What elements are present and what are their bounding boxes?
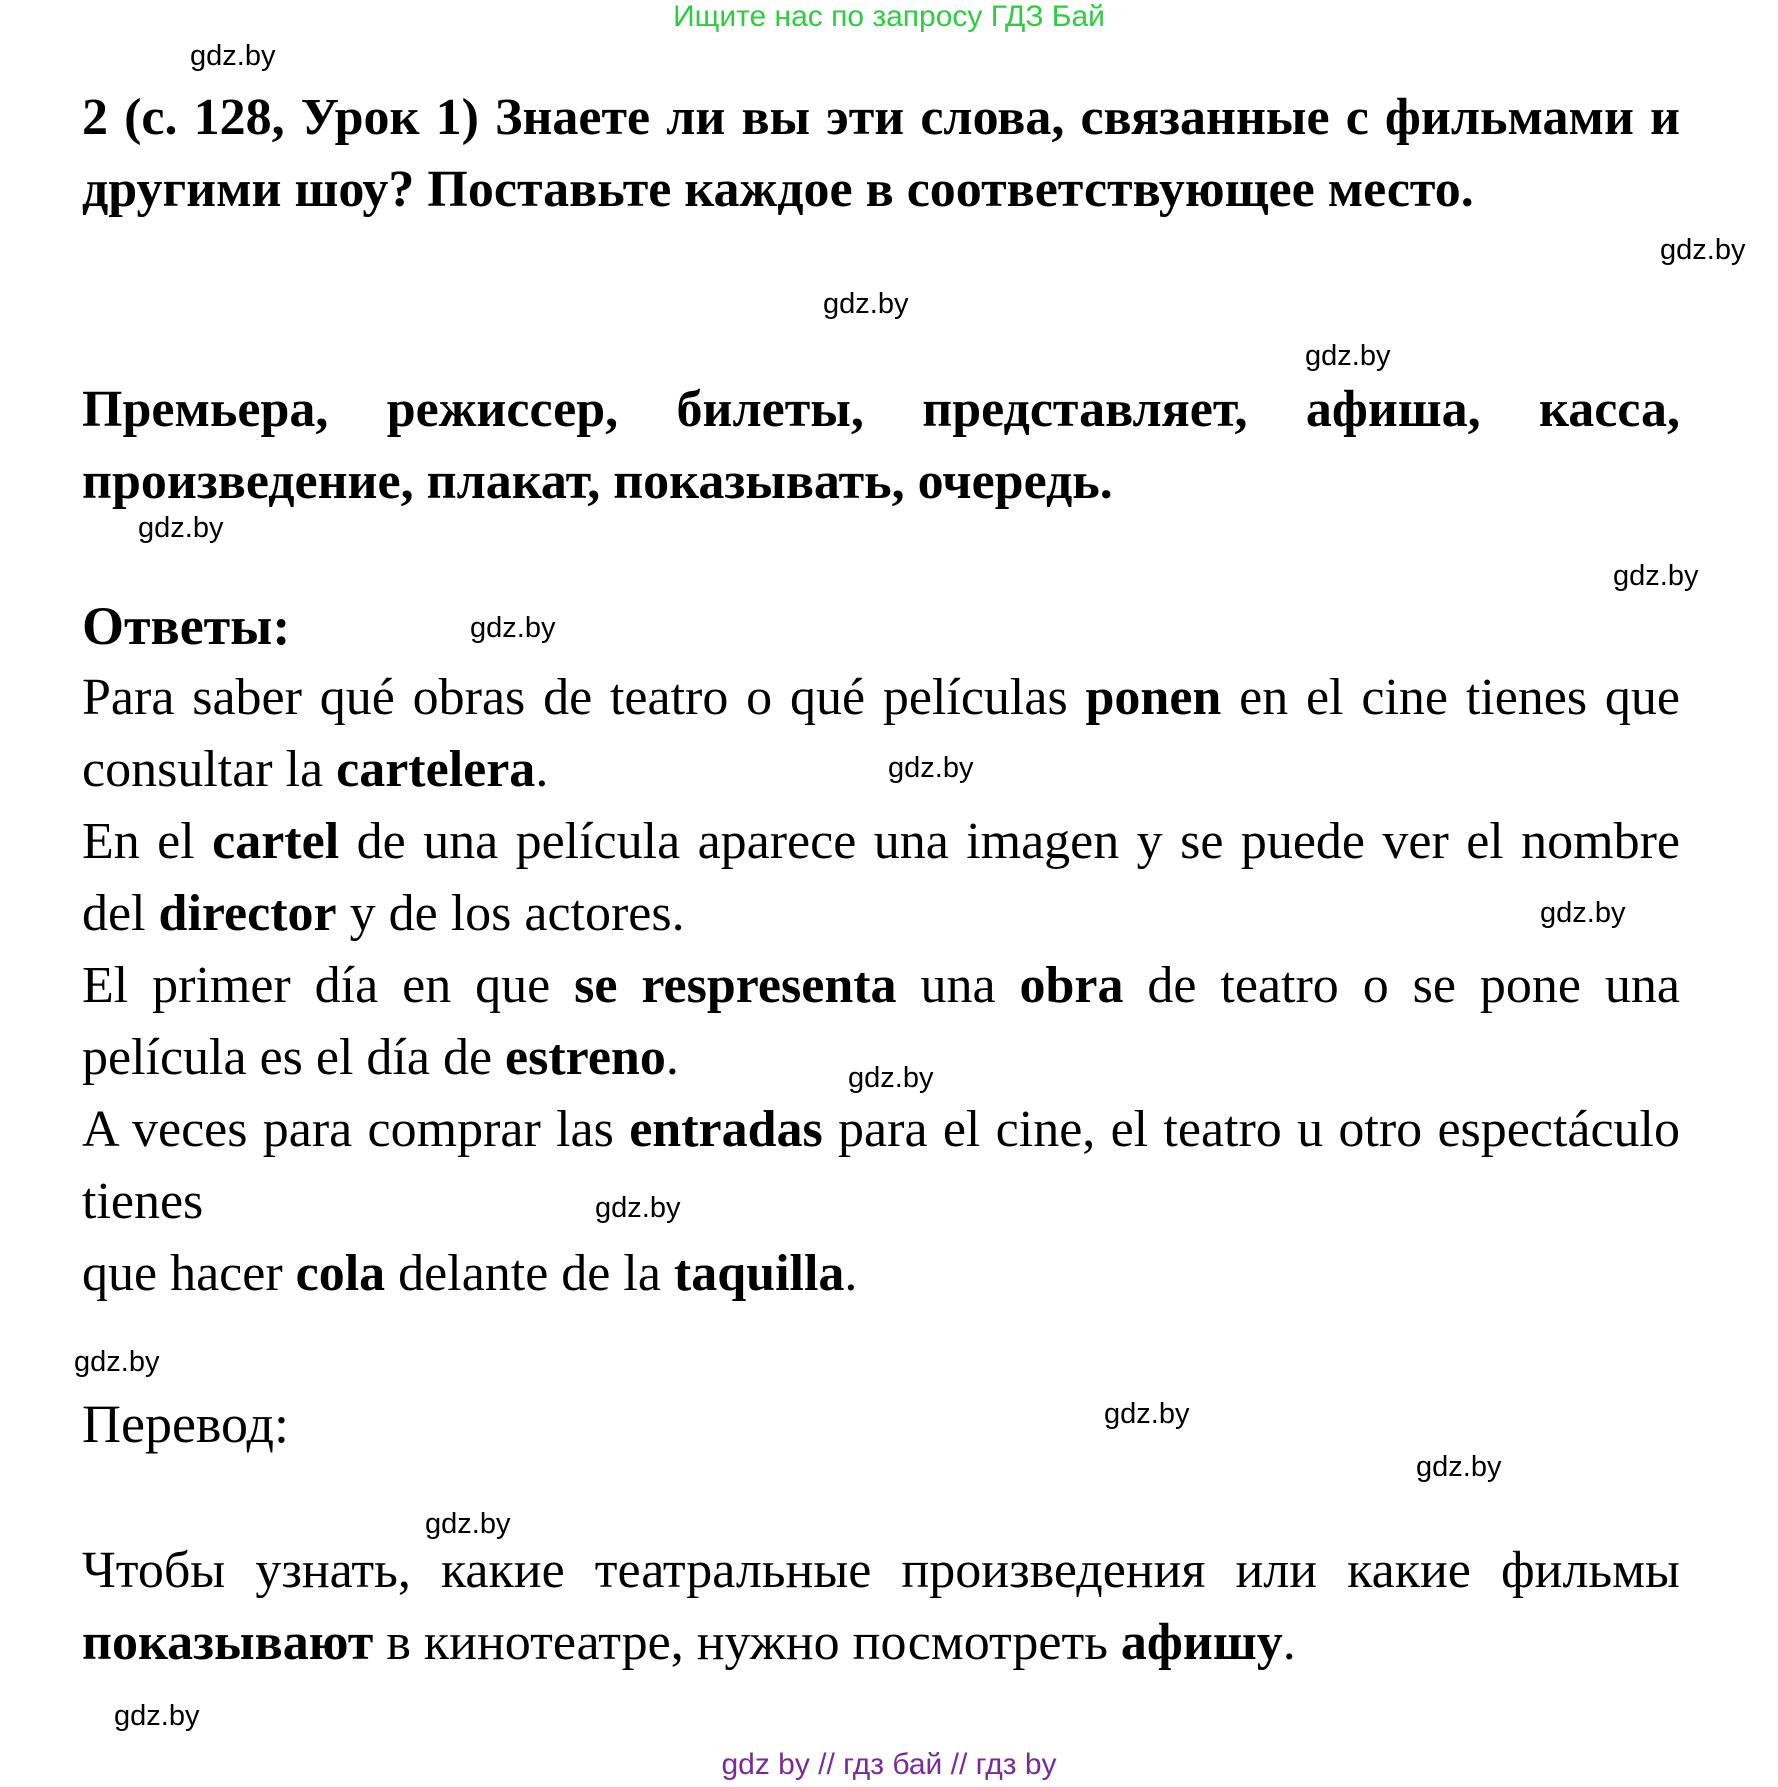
translation-sentence-1: Чтобы узнать, какие театральные произведения или какие фильмы показывают в кинотеатре, нужно посмотреть афишу. [82,1542,1680,1671]
answer-sentence-3: El primer día en que se respresenta una obra de teatro o se pone una película es el día de estreno. [82,957,1680,1086]
watermark: gdz.by [425,1508,511,1540]
word-list-block [82,374,1680,518]
watermark: gdz.by [1305,340,1391,372]
top-banner: Ищите нас по запросу ГДЗ Бай [673,0,1105,33]
translation-block [82,1535,1680,1679]
watermark: gdz.by [470,612,556,644]
answer-sentence-4: A veces para comprar las entradas para el cine, el teatro u otro espectáculo tienes [82,1101,1681,1230]
watermark: gdz.by [1540,897,1626,929]
watermark: gdz.by [138,512,224,544]
answer-sentence-1: Para saber qué obras de teatro o qué películas ponen en el cine tienes que consultar la cartelera. [82,669,1680,798]
translation-title: Перевод: [82,1394,289,1454]
answer-sentence-5: que hacer cola delante de la taquilla. [82,1245,858,1302]
translation-title-block [82,1388,1680,1460]
exercise-block [82,82,1680,226]
answers-block [82,590,1680,1310]
watermark: gdz.by [848,1062,934,1094]
word-list: Премьера, режиссер, билеты, представляет, афиша, касса, произведение, плакат, показывать, очередь. [82,381,1680,510]
watermark: gdz.by [114,1700,200,1732]
watermark: gdz.by [1104,1398,1190,1430]
watermark: gdz.by [888,752,974,784]
exercise-heading: 2 (с. 128, Урок 1) Знаете ли вы эти слова, связанные с фильмами и другими шоу? Поставьте каждое в соответствующее место. [82,89,1680,218]
watermark: gdz.by [1613,560,1699,592]
watermark: gdz.by [74,1346,160,1378]
footer-links: gdz by // гдз бай // гдз by [721,1748,1057,1781]
watermark: gdz.by [1660,234,1746,266]
answers-title: Ответы: [82,596,291,656]
watermark: gdz.by [1416,1451,1502,1483]
answer-sentence-2: En el cartel de una película aparece una imagen y se puede ver el nombre del director y de los actores. [82,813,1681,942]
watermark: gdz.by [595,1192,681,1224]
watermark: gdz.by [190,40,276,72]
watermark: gdz.by [823,288,909,320]
